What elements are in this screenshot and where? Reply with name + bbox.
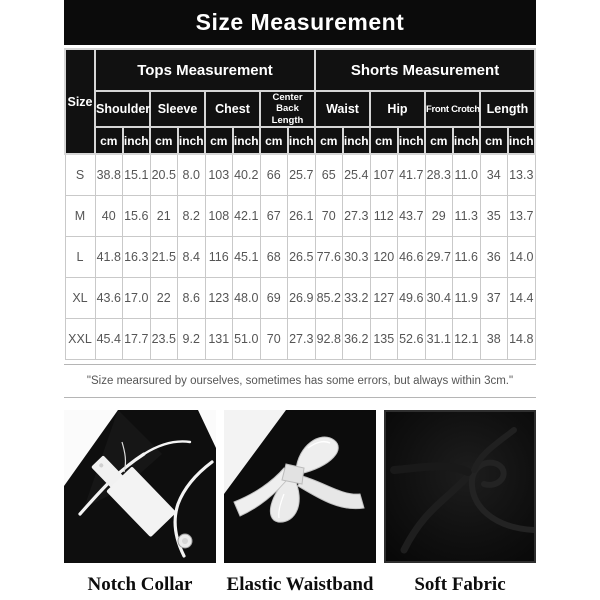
measurement-cell: 13.3 [508,154,536,196]
measurement-cell: 77.6 [315,237,343,278]
unit-header: cm [315,127,343,154]
measurement-cell: 38 [480,319,508,360]
column-header: Waist [315,91,370,127]
measurement-cell: 52.6 [398,319,426,360]
disclaimer-note: "Size mearsured by ourselves, sometimes has some errors, but always within 3cm." [64,364,536,398]
measurement-cell: 29.7 [425,237,453,278]
measurement-cell: 123 [205,278,233,319]
measurement-cell: 8.2 [178,196,206,237]
table-row [65,319,535,360]
feature-photos-row [64,410,536,563]
column-header: Shoulder [95,91,150,127]
measurement-cell: 35 [480,196,508,237]
measurement-cell: 41.7 [398,154,426,196]
feature-labels-row [64,574,536,596]
measurement-cell: 8.4 [178,237,206,278]
size-column-header: Size [65,49,95,154]
unit-header: inch [178,127,206,154]
notch-collar-photo [64,410,216,563]
measurement-cell: 68 [260,237,288,278]
feature-label-elastic-waistband: Elastic Waistband [226,574,374,596]
measurement-cell: 37 [480,278,508,319]
measurement-cell: 12.1 [453,319,481,360]
measurement-cell: 48.0 [233,278,261,319]
measurement-cell: 120 [370,237,398,278]
measurement-cell: 40 [95,196,123,237]
measurement-cell: 108 [205,196,233,237]
measurement-cell: 26.5 [288,237,316,278]
unit-header: cm [370,127,398,154]
measurement-cell: 70 [315,196,343,237]
measurement-cell: 135 [370,319,398,360]
measurement-cell: 28.3 [425,154,453,196]
size-value-cell: M [65,196,95,237]
size-value-cell: XXL [65,319,95,360]
measurement-cell: 11.3 [453,196,481,237]
measurement-cell: 45.4 [95,319,123,360]
unit-header: cm [150,127,178,154]
measurement-cell: 15.6 [123,196,151,237]
column-header: Length [480,91,535,127]
measurement-cell: 131 [205,319,233,360]
measurement-cell: 16.3 [123,237,151,278]
feature-label-notch-collar: Notch Collar [87,574,193,596]
measurement-cell: 70 [260,319,288,360]
measurement-cell: 92.8 [315,319,343,360]
size-table [64,48,536,360]
measurement-cell: 38.8 [95,154,123,196]
group-header: Tops Measurement [95,49,315,91]
measurement-cell: 14.8 [508,319,536,360]
measurement-cell: 66 [260,154,288,196]
unit-header: inch [508,127,536,154]
column-header: Hip [370,91,425,127]
unit-header: inch [453,127,481,154]
size-value-cell: L [65,237,95,278]
measurement-cell: 22 [150,278,178,319]
measurement-cell: 21.5 [150,237,178,278]
measurement-cell: 17.7 [123,319,151,360]
measurement-cell: 127 [370,278,398,319]
measurement-cell: 30.4 [425,278,453,319]
unit-header: inch [343,127,371,154]
unit-header: inch [123,127,151,154]
feature-label-soft-fabric: Soft Fabric [414,574,506,596]
measurement-cell: 26.1 [288,196,316,237]
column-header: Center Back Length [260,91,315,127]
measurement-cell: 9.2 [178,319,206,360]
size-value-cell: XL [65,278,95,319]
measurement-cell: 8.0 [178,154,206,196]
measurement-cell: 14.0 [508,237,536,278]
group-header: Shorts Measurement [315,49,535,91]
column-header: Chest [205,91,260,127]
measurement-cell: 27.3 [288,319,316,360]
measurement-cell: 27.3 [343,196,371,237]
measurement-cell: 11.6 [453,237,481,278]
measurement-cell: 25.7 [288,154,316,196]
measurement-cell: 45.1 [233,237,261,278]
unit-header: cm [425,127,453,154]
column-header: Sleeve [150,91,205,127]
measurement-cell: 33.2 [343,278,371,319]
measurement-cell: 43.7 [398,196,426,237]
measurement-cell: 51.0 [233,319,261,360]
elastic-waistband-photo [224,410,376,563]
unit-header: cm [205,127,233,154]
measurement-cell: 112 [370,196,398,237]
table-row [65,154,535,196]
measurement-cell: 17.0 [123,278,151,319]
measurement-cell: 14.4 [508,278,536,319]
unit-header: inch [233,127,261,154]
title-bar [64,0,536,45]
size-value-cell: S [65,154,95,196]
unit-header: inch [288,127,316,154]
measurement-cell: 107 [370,154,398,196]
measurement-cell: 29 [425,196,453,237]
measurement-cell: 34 [480,154,508,196]
measurement-cell: 103 [205,154,233,196]
measurement-cell: 15.1 [123,154,151,196]
measurement-cell: 23.5 [150,319,178,360]
measurement-cell: 41.8 [95,237,123,278]
measurement-cell: 43.6 [95,278,123,319]
measurement-cell: 65 [315,154,343,196]
measurement-cell: 116 [205,237,233,278]
measurement-cell: 13.7 [508,196,536,237]
column-header: Front Crotch [425,91,480,127]
measurement-cell: 42.1 [233,196,261,237]
unit-header: cm [480,127,508,154]
measurement-cell: 46.6 [398,237,426,278]
measurement-cell: 69 [260,278,288,319]
measurement-cell: 36 [480,237,508,278]
measurement-cell: 49.6 [398,278,426,319]
unit-header: cm [95,127,123,154]
measurement-cell: 21 [150,196,178,237]
measurement-cell: 11.9 [453,278,481,319]
unit-header: inch [398,127,426,154]
soft-fabric-photo [384,410,536,563]
measurement-cell: 26.9 [288,278,316,319]
measurement-cell: 30.3 [343,237,371,278]
measurement-cell: 36.2 [343,319,371,360]
page-title: Size Measurement [195,9,405,35]
measurement-cell: 67 [260,196,288,237]
measurement-cell: 85.2 [315,278,343,319]
unit-header: cm [260,127,288,154]
measurement-cell: 11.0 [453,154,481,196]
measurement-cell: 20.5 [150,154,178,196]
table-row [65,196,535,237]
table-row [65,278,535,319]
table-row [65,237,535,278]
measurement-cell: 40.2 [233,154,261,196]
measurement-cell: 25.4 [343,154,371,196]
measurement-cell: 31.1 [425,319,453,360]
measurement-cell: 8.6 [178,278,206,319]
